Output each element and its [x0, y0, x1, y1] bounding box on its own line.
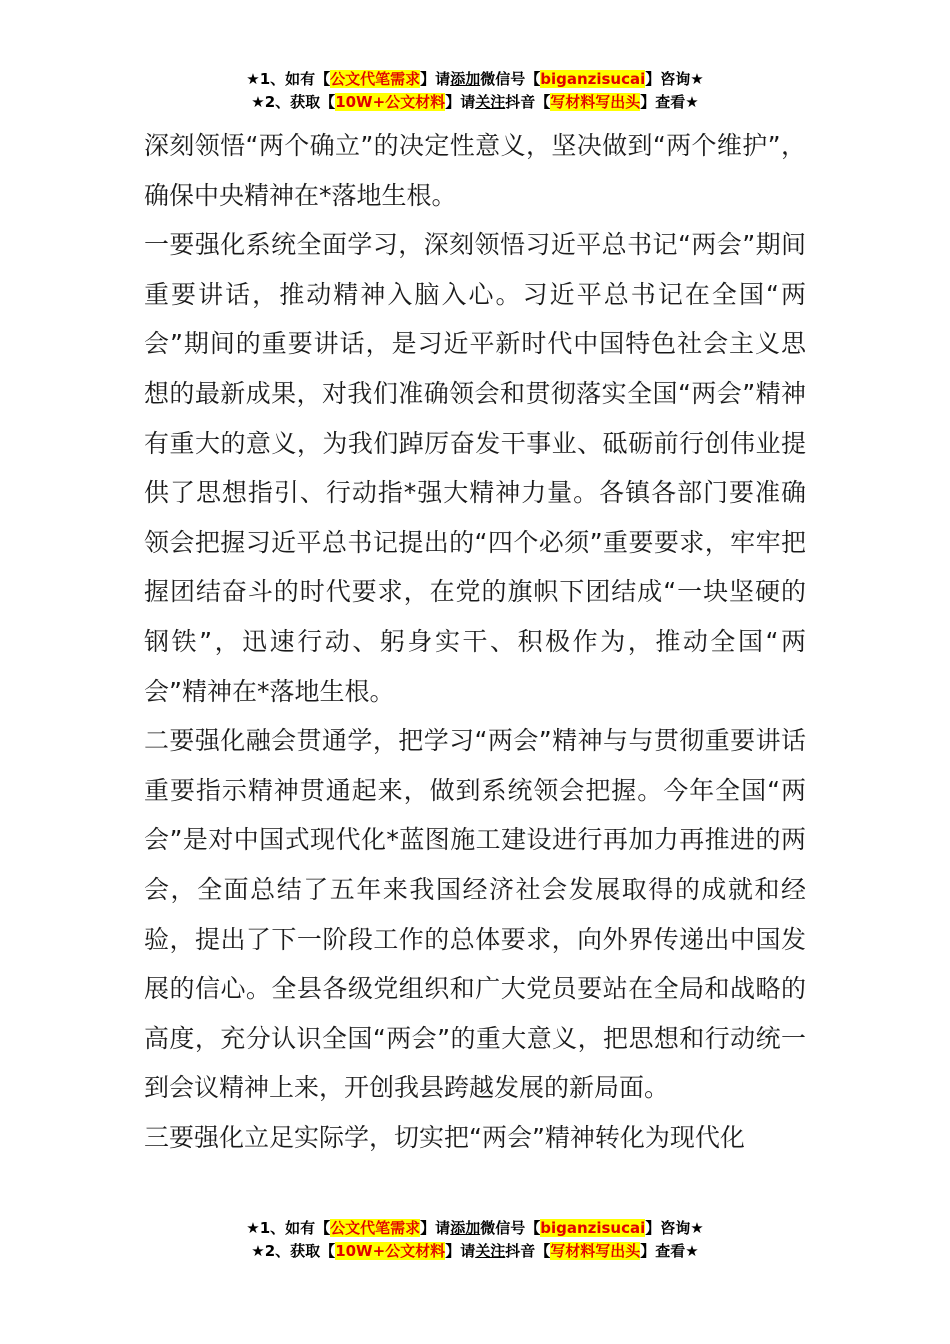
highlight-douyin: 写材料写出头 [550, 1242, 641, 1260]
paragraph-3: 二要强化融会贯通学，把学习“两会”精神与与贯彻重要讲话重要指示精神贯通起来，做到系统领会把握。今年全国“两会”是对中国式现代化*蓝图施工建设进行再加力再推进的两会，全面总结了五年来我国经济社会发展取得的成就和经验，提出了下一阶段工作的总体要求，向外界传递出中国发展的信心。全县各级党组织和广大党员要站在全局和战略的高度，充分认识全国“两会”的重大意义，把思想和行动统一到会议精神上来，开创我县跨越发展的新局面。 [144, 726, 806, 1103]
highlight-wechat-id: biganzisucai [540, 70, 646, 88]
paragraph-2: 一要强化系统全面学习，深刻领悟习近平总书记“两会”期间重要讲话，推动精神入脑入心。习近平总书记在全国“两会”期间的重要讲话，是习近平新时代中国特色社会主义思想的最新成果，对我们准确领会和贯彻落实全国“两会”精神有重大的意义，为我们踔厉奋发干事业、砥砺前行创伟业提供了思想指引、行动指*强大精神力量。各镇各部门要准确领会把握习近平总书记提出的“四个必须”重要要求，牢牢把握团结奋斗的时代要求，在党的旗帜下团结成“一块坚硬的钢铁”，迅速行动、躬身实干、积极作为，推动全国“两会”精神在*落地生根。 [144, 230, 806, 706]
banner-line-1: ★1、如有【公文代笔需求】请添加微信号【biganzisucai】咨询★ [246, 1219, 704, 1237]
highlight-ghostwriting: 公文代笔需求 [330, 70, 421, 88]
highlight-wechat-id: biganzisucai [540, 1219, 646, 1237]
banner-line-2: ★2、获取【10W+公文材料】请关注抖音【写材料写出头】查看★ [251, 93, 699, 111]
footer-banner [0, 1217, 950, 1263]
highlight-materials: 10W+公文材料 [335, 1242, 446, 1260]
highlight-ghostwriting: 公文代笔需求 [330, 1219, 421, 1237]
highlight-douyin: 写材料写出头 [550, 93, 641, 111]
banner-line-2: ★2、获取【10W+公文材料】请关注抖音【写材料写出头】查看★ [251, 1242, 699, 1260]
document-body [144, 121, 806, 1162]
highlight-materials: 10W+公文材料 [335, 93, 446, 111]
header-banner [0, 68, 950, 114]
paragraph-4: 三要强化立足实际学，切实把“两会”精神转化为现代化 [144, 1122, 745, 1152]
paragraph-1: 深刻领悟“两个确立”的决定性意义，坚决做到“两个维护”，确保中央精神在*落地生根。 [144, 131, 806, 210]
banner-line-1: ★1、如有【公文代笔需求】请添加微信号【biganzisucai】咨询★ [246, 70, 704, 88]
